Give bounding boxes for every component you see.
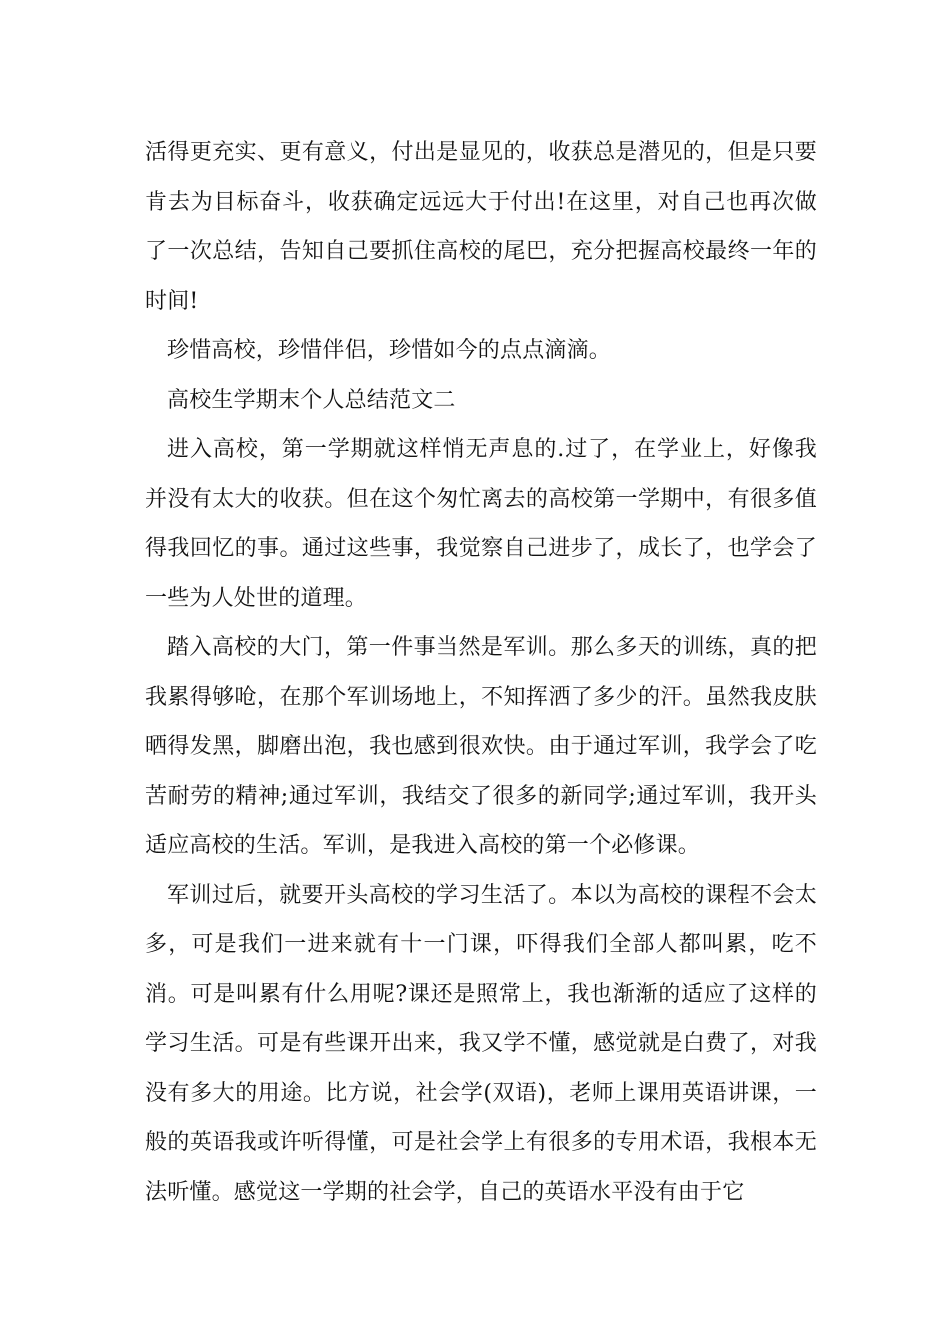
paragraph-study-life: 军训过后，就要开头高校的学习生活了。本以为高校的课程不会太多，可是我们一进来就有十一门课，吓得我们全部人都叫累，吃不消。可是叫累有什么用呢?课还是照常上，我也渐渐的适应了这样的学习生活。可是有些课开出来，我又学不懂，感觉就是白费了，对我没有多大的用途。比方说，社会学(双语)，老师上课用英语讲课，一般的英语我或许听得懂，可是社会学上有很多的专用术语，我根本无法听懂。感觉这一学期的社会学，自己的英语水平没有由于它 bbox=[145, 882, 817, 1205]
document-body bbox=[145, 128, 817, 1217]
paragraph-cherish: 珍惜高校，珍惜伴侣，珍惜如今的点点滴滴。 bbox=[167, 338, 612, 363]
paragraph-continuation: 活得更充实、更有意义，付出是显见的，收获总是潜见的，但是只要肯去为目标奋斗，收获确定远远大于付出!在这里，对自己也再次做了一次总结，告知自己要抓住高校的尾巴，充分把握高校最终一年的时间! bbox=[145, 140, 817, 314]
paragraph-military-training: 踏入高校的大门，第一件事当然是军训。那么多天的训练，真的把我累得够呛，在那个军训场地上，不知挥洒了多少的汗。虽然我皮肤晒得发黑，脚磨出泡，我也感到很欢快。由于通过军训，我学会了吃苦耐劳的精神;通过军训，我结交了很多的新同学;通过军训，我开头适应高校的生活。军训，是我进入高校的第一个必修课。 bbox=[145, 635, 817, 858]
paragraph-intro: 进入高校，第一学期就这样悄无声息的.过了，在学业上，好像我并没有太大的收获。但在这个匆忙离去的高校第一学期中，有很多值得我回忆的事。通过这些事，我觉察自己进步了，成长了，也学会了一些为人处世的道理。 bbox=[145, 437, 817, 611]
section-heading: 高校生学期末个人总结范文二 bbox=[167, 387, 456, 413]
